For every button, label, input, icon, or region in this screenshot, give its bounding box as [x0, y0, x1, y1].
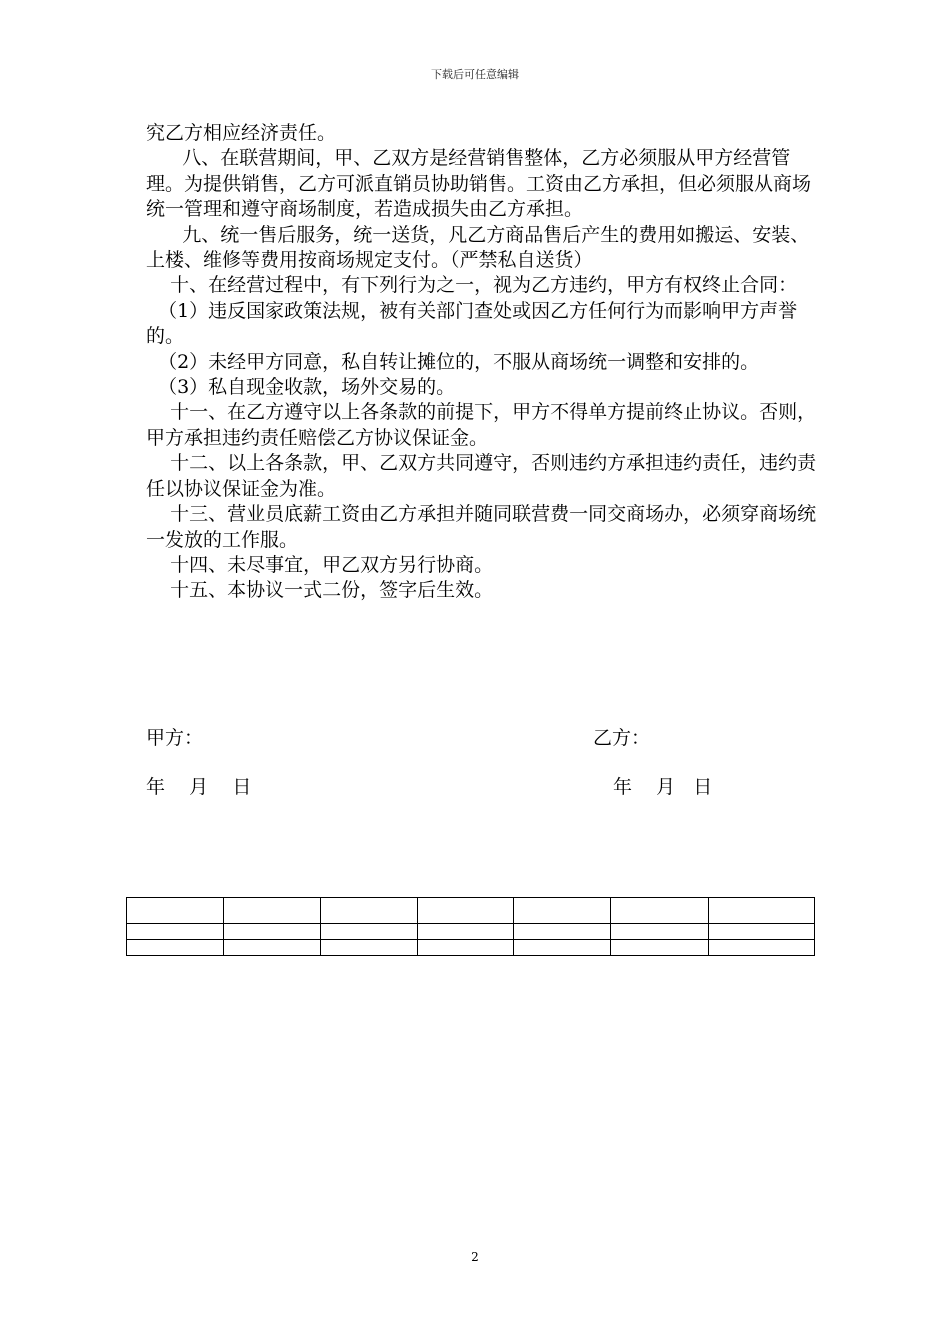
table-cell [417, 898, 514, 924]
party-a-date: 年 月 日 [146, 776, 252, 798]
paragraph-clause-10: 十、在经营过程中，有下列行为之一，视为乙方违约，甲方有权终止合同： [146, 274, 798, 297]
table-cell [223, 924, 320, 940]
paragraph-clause-12: 十二、以上各条款，甲、乙双方共同遵守，否则违约方承担违约责任，违约责任以协议保证金为准。 [146, 452, 817, 500]
paragraph-clause-14: 十四、未尽事宜，甲乙双方另行协商。 [146, 553, 494, 576]
paragraph-clause-13: 十三、营业员底薪工资由乙方承担并随同联营费一同交商场办，必须穿商场统一发放的工作服。 [146, 503, 817, 551]
table-cell [223, 898, 320, 924]
table-cell [127, 898, 224, 924]
table-cell [320, 940, 417, 956]
contract-body [146, 121, 818, 604]
table-cell [127, 940, 224, 956]
table-row [127, 898, 815, 924]
table-cell [127, 924, 224, 940]
paragraph-clause-8: 八、在联营期间，甲、乙双方是经营销售整体，乙方必须服从甲方经营管理。为提供销售，乙方可派直销员协助销售。工资由乙方承担，但必须服从商场统一管理和遵守商场制度，若造成损失由乙方承担。 [146, 147, 812, 221]
table-cell [514, 898, 611, 924]
party-b-label: 乙方： [593, 727, 651, 749]
table-row [127, 940, 815, 956]
table-cell [709, 940, 815, 956]
table-cell [417, 940, 514, 956]
page-header: 下载后可任意编辑 [431, 68, 519, 81]
party-a-label: 甲方： [146, 727, 204, 749]
table-cell [223, 940, 320, 956]
paragraph-1: 究乙方相应经济责任。 [146, 122, 337, 144]
blank-table [126, 897, 815, 956]
table-cell [320, 924, 417, 940]
table-cell [709, 924, 815, 940]
table-cell [611, 924, 709, 940]
paragraph-clause-11: 十一、在乙方遵守以上各条款的前提下，甲方不得单方提前终止协议。否则，甲方承担违约责任赔偿乙方协议保证金。 [146, 401, 817, 449]
paragraph-clause-10-item-2: （2）未经甲方同意，私自转让摊位的，不服从商场统一调整和安排的。 [146, 350, 760, 373]
paragraph-clause-10-item-1: （1）违反国家政策法规，被有关部门查处或因乙方任何行为而影响甲方声誉的。 [146, 299, 798, 348]
table-row [127, 924, 815, 940]
table-cell [514, 924, 611, 940]
paragraph-clause-10-item-3: （3）私自现金收款，场外交易的。 [146, 376, 456, 399]
table-cell [514, 940, 611, 956]
paragraph-clause-9: 九、统一售后服务，统一送货，凡乙方商品售后产生的费用如搬运、安装、上楼、维修等费用按商场规定支付。（严禁私自送货） [146, 223, 810, 272]
party-b-date: 年 月 日 [613, 776, 713, 798]
table-cell [611, 898, 709, 924]
paragraph-clause-15: 十五、本协议一式二份，签字后生效。 [146, 579, 494, 602]
table-cell [320, 898, 417, 924]
table-cell [417, 924, 514, 940]
page-number: 2 [471, 1250, 479, 1264]
table-cell [611, 940, 709, 956]
table-cell [709, 898, 815, 924]
